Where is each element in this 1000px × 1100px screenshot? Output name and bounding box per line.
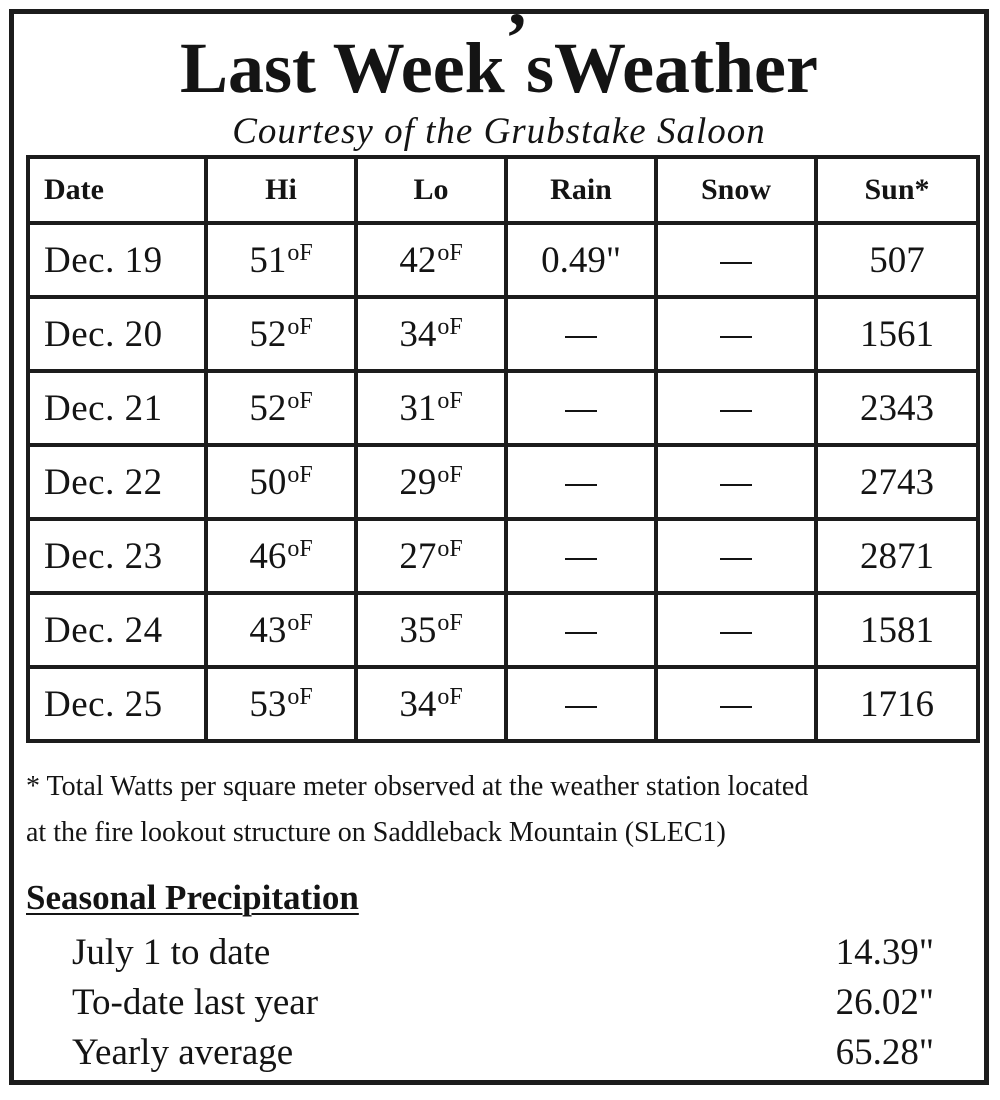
dash-none xyxy=(720,262,752,264)
column-header-sun: Sun* xyxy=(816,157,978,223)
cell-snow xyxy=(656,297,816,371)
cell-snow xyxy=(656,593,816,667)
dash-none xyxy=(565,706,597,708)
cell-rain xyxy=(506,519,656,593)
dash-none xyxy=(720,410,752,412)
seasonal-list xyxy=(72,928,934,1078)
dash-none xyxy=(565,484,597,486)
lo-value: 27 xyxy=(399,535,437,577)
cell-lo xyxy=(356,593,506,667)
dash-none xyxy=(565,410,597,412)
page-title xyxy=(14,0,984,108)
unit-fahrenheit: oF xyxy=(437,313,463,340)
cell-lo xyxy=(356,297,506,371)
cell-snow xyxy=(656,371,816,445)
hi-value: 53 xyxy=(249,683,287,725)
cell-sun: 507 xyxy=(816,223,978,297)
column-header-lo: Lo xyxy=(356,157,506,223)
hi-value: 46 xyxy=(249,535,287,577)
cell-date: Dec. 24 xyxy=(28,593,206,667)
column-header-snow: Snow xyxy=(656,157,816,223)
cell-date: Dec. 25 xyxy=(28,667,206,741)
cell-rain xyxy=(506,297,656,371)
hi-value: 52 xyxy=(249,313,287,355)
cell-rain xyxy=(506,667,656,741)
unit-fahrenheit: oF xyxy=(287,609,313,636)
table-row xyxy=(28,297,978,371)
cell-date: Dec. 22 xyxy=(28,445,206,519)
hi-value: 50 xyxy=(249,461,287,503)
title-apostrophe: ’ xyxy=(504,0,527,78)
table-row xyxy=(28,371,978,445)
footnote xyxy=(26,764,976,856)
seasonal-label: July 1 to date xyxy=(72,932,271,973)
seasonal-value: 14.39" xyxy=(835,932,934,973)
cell-date: Dec. 21 xyxy=(28,371,206,445)
cell-rain: 0.49" xyxy=(506,223,656,297)
cell-rain xyxy=(506,371,656,445)
cell-date: Dec. 20 xyxy=(28,297,206,371)
unit-fahrenheit: oF xyxy=(287,461,313,488)
column-header-rain: Rain xyxy=(506,157,656,223)
lo-value: 42 xyxy=(399,239,437,281)
unit-fahrenheit: oF xyxy=(437,683,463,710)
table-header-row xyxy=(28,157,978,223)
cell-hi xyxy=(206,519,356,593)
table-row xyxy=(28,445,978,519)
lo-value: 29 xyxy=(399,461,437,503)
hi-value: 51 xyxy=(249,239,287,281)
cell-snow xyxy=(656,519,816,593)
table-row xyxy=(28,593,978,667)
seasonal-label: Yearly average xyxy=(72,1032,294,1073)
cell-sun: 2343 xyxy=(816,371,978,445)
cell-hi xyxy=(206,667,356,741)
seasonal-row xyxy=(72,978,934,1028)
lo-value: 34 xyxy=(399,313,437,355)
unit-fahrenheit: oF xyxy=(287,239,313,266)
unit-fahrenheit: oF xyxy=(437,535,463,562)
seasonal-heading: Seasonal Precipitation xyxy=(26,878,359,917)
unit-fahrenheit: oF xyxy=(437,609,463,636)
unit-fahrenheit: oF xyxy=(287,387,313,414)
column-header-hi: Hi xyxy=(206,157,356,223)
cell-sun: 1581 xyxy=(816,593,978,667)
unit-fahrenheit: oF xyxy=(437,387,463,414)
lo-value: 35 xyxy=(399,609,437,651)
cell-date: Dec. 23 xyxy=(28,519,206,593)
unit-fahrenheit: oF xyxy=(287,683,313,710)
cell-hi xyxy=(206,223,356,297)
table-body xyxy=(28,223,978,741)
table-row xyxy=(28,223,978,297)
cell-hi xyxy=(206,593,356,667)
cell-snow xyxy=(656,445,816,519)
dash-none xyxy=(720,632,752,634)
seasonal-value: 26.02" xyxy=(835,982,934,1023)
seasonal-row xyxy=(72,1028,934,1078)
dash-none xyxy=(720,484,752,486)
seasonal-row xyxy=(72,928,934,978)
footnote-line-1: * Total Watts per square meter observed at the weather station located xyxy=(26,771,809,802)
cell-lo xyxy=(356,667,506,741)
cell-lo xyxy=(356,371,506,445)
unit-fahrenheit: oF xyxy=(437,461,463,488)
cell-snow xyxy=(656,223,816,297)
cell-lo xyxy=(356,445,506,519)
lo-value: 31 xyxy=(399,387,437,429)
cell-lo xyxy=(356,519,506,593)
weather-box xyxy=(9,0,989,1085)
dash-none xyxy=(720,336,752,338)
cell-rain xyxy=(506,593,656,667)
cell-date: Dec. 19 xyxy=(28,223,206,297)
hi-value: 52 xyxy=(249,387,287,429)
unit-fahrenheit: oF xyxy=(287,313,313,340)
cell-hi xyxy=(206,445,356,519)
title-part-2: sWeather xyxy=(526,28,818,108)
cell-snow xyxy=(656,667,816,741)
seasonal-value: 65.28" xyxy=(835,1032,934,1073)
dash-none xyxy=(565,632,597,634)
cell-rain xyxy=(506,445,656,519)
dash-none xyxy=(720,706,752,708)
cell-hi xyxy=(206,371,356,445)
dash-none xyxy=(565,336,597,338)
dash-none xyxy=(720,558,752,560)
dash-none xyxy=(565,558,597,560)
lo-value: 34 xyxy=(399,683,437,725)
footnote-line-2: at the fire lookout structure on Saddleback Mountain (SLEC1) xyxy=(26,817,726,848)
unit-fahrenheit: oF xyxy=(287,535,313,562)
subtitle: Courtesy of the Grubstake Saloon xyxy=(232,111,766,152)
column-header-date: Date xyxy=(28,157,206,223)
table-row xyxy=(28,667,978,741)
cell-sun: 1716 xyxy=(816,667,978,741)
unit-fahrenheit: oF xyxy=(437,239,463,266)
weather-table xyxy=(26,155,980,743)
seasonal-label: To-date last year xyxy=(72,982,319,1023)
table-row xyxy=(28,519,978,593)
cell-sun: 2743 xyxy=(816,445,978,519)
cell-sun: 1561 xyxy=(816,297,978,371)
cell-sun: 2871 xyxy=(816,519,978,593)
cell-lo xyxy=(356,223,506,297)
title-part-1: Last Week xyxy=(180,28,505,108)
hi-value: 43 xyxy=(249,609,287,651)
cell-hi xyxy=(206,297,356,371)
